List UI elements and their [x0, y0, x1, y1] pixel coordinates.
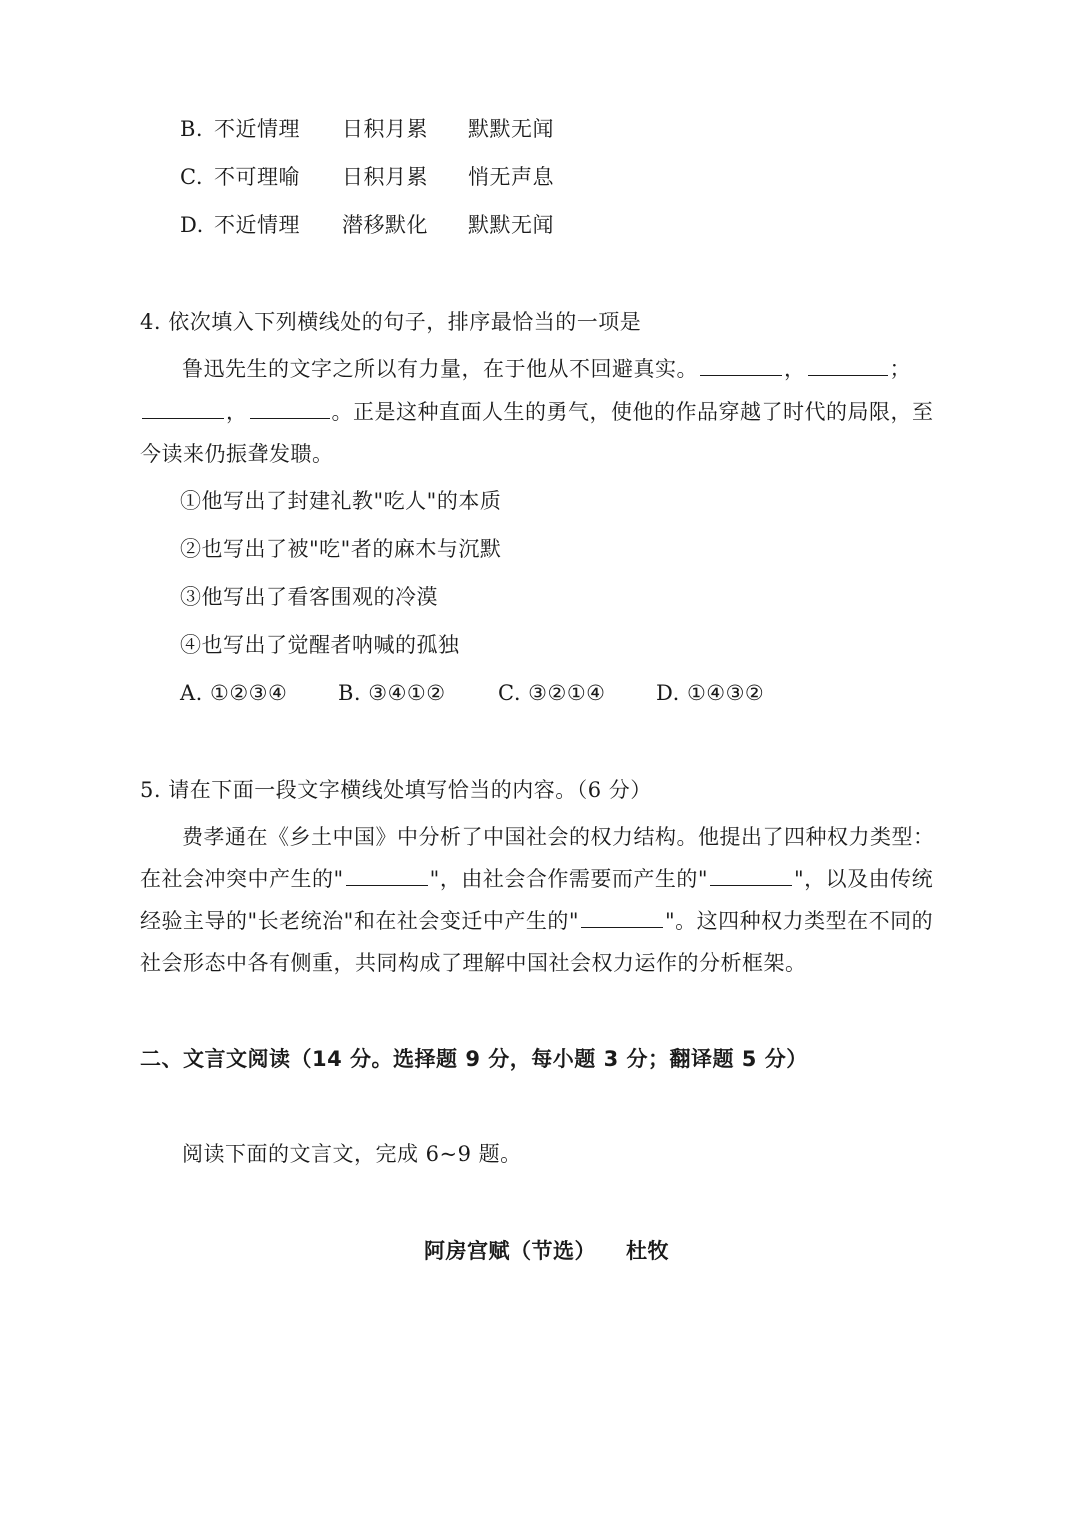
q4-para-text: 。正是这种直面人生的勇气，使他的作品穿越了时代的局限，至 [331, 400, 934, 424]
section-instruction: 阅读下面的文言文，完成 6~9 题。 [182, 1142, 522, 1166]
q5-text: 在社会冲突中产生的" [140, 867, 344, 891]
q5-line-3 [140, 906, 933, 936]
section-heading: 二、文言文阅读（14 分。选择题 9 分，每小题 3 分；翻译题 5 分） [140, 1047, 808, 1071]
q5-stem: 5. 请在下面一段文字横线处填写恰当的内容。（6 分） [140, 778, 652, 802]
option-word: 不近情理 [214, 117, 300, 141]
q4-punct: ； [889, 357, 911, 381]
q5-text: "，由社会合作需要而产生的" [429, 867, 708, 891]
option-word: 日积月累 [342, 117, 428, 141]
option-word: 日积月累 [342, 165, 428, 189]
q4-punct: ， [226, 400, 248, 424]
q4-choice-d: D. ①④③② [656, 681, 765, 705]
option-letter: D. [180, 213, 204, 237]
q4-paragraph-line-3: 今读来仍振聋发聩。 [140, 442, 334, 466]
q5-line-2 [140, 864, 933, 894]
q4-para-text: 鲁迅先生的文字之所以有力量，在于他从不回避真实。 [182, 357, 698, 381]
q5-text: "。这四种权力类型在不同的 [664, 909, 934, 933]
q4-choice-a: A. ①②③④ [180, 681, 288, 705]
passage-title [424, 1236, 669, 1266]
q3-option-d [180, 210, 600, 240]
q5-text: "，以及由传统 [794, 867, 934, 891]
fill-blank [142, 400, 224, 419]
fill-blank [700, 357, 782, 376]
option-word: 默默无闻 [468, 213, 554, 237]
option-word: 默默无闻 [468, 117, 554, 141]
q4-stem: 4. 依次填入下列横线处的句子，排序最恰当的一项是 [140, 310, 642, 334]
q4-item-1: ①他写出了封建礼教"吃人"的本质 [180, 489, 502, 513]
q4-item-3: ③他写出了看客围观的冷漠 [180, 585, 438, 609]
fill-blank [346, 867, 428, 886]
fill-blank [250, 400, 330, 419]
q4-punct: ， [784, 357, 806, 381]
q5-line-4: 社会形态中各有侧重，共同构成了理解中国社会权力运作的分析框架。 [140, 951, 807, 975]
q3-option-b [180, 114, 600, 144]
q4-item-2: ②也写出了被"吃"者的麻木与沉默 [180, 537, 502, 561]
q3-option-c [180, 162, 600, 192]
option-word: 潜移默化 [342, 213, 428, 237]
option-letter: B. [180, 117, 204, 141]
q5-text: 经验主导的"长老统治"和在社会变迁中产生的" [140, 909, 579, 933]
q4-item-4: ④也写出了觉醒者呐喊的孤独 [180, 633, 460, 657]
option-word: 不近情理 [214, 213, 300, 237]
fill-blank [808, 357, 888, 376]
passage-author: 杜牧 [626, 1239, 669, 1263]
option-letter: C. [180, 165, 203, 189]
option-word: 悄无声息 [468, 165, 554, 189]
q4-paragraph-line-2 [140, 397, 934, 427]
q4-paragraph-line-1 [182, 354, 911, 384]
fill-blank [710, 867, 792, 886]
q4-choice-c: C. ③②①④ [498, 681, 606, 705]
q4-choice-b: B. ③④①② [338, 681, 446, 705]
fill-blank [581, 909, 663, 928]
q5-line-1: 费孝通在《乡土中国》中分析了中国社会的权力结构。他提出了四种权力类型： [182, 825, 935, 849]
option-word: 不可理喻 [214, 165, 300, 189]
passage-title-text: 阿房宫赋（节选） [424, 1239, 596, 1263]
